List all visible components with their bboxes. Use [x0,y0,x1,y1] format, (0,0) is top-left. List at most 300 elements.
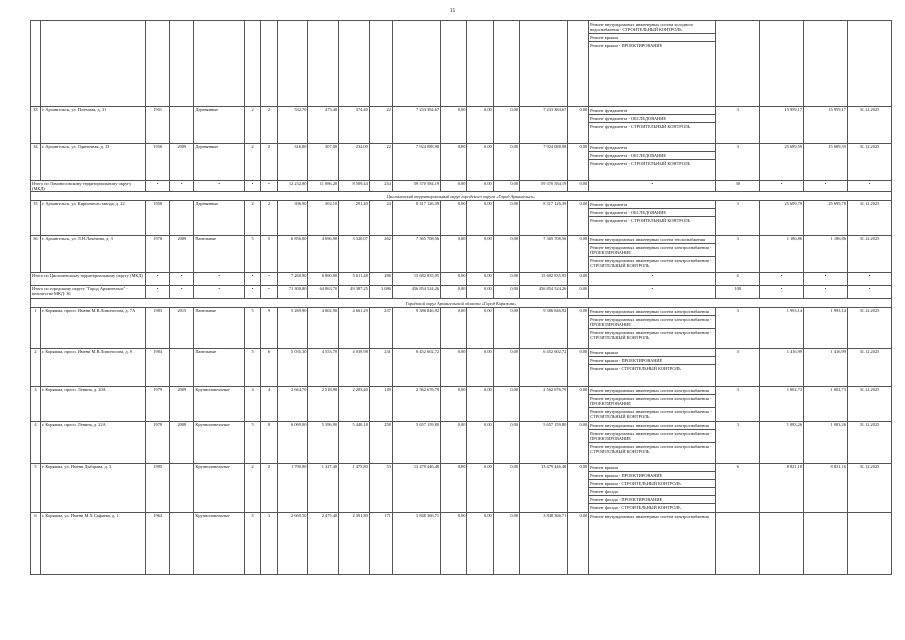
completion-date: 31.12.2025 [847,107,891,144]
works-list [589,512,716,574]
other-funds-value: 0,00 [568,181,589,192]
area-value: 475,40 [308,107,339,144]
other-funds-value: 0,00 [568,512,589,574]
area-value: 532,70 [277,107,308,144]
work-type: Ремонт фундамента - ОБСЛЕДОВАНИЕ [589,151,715,159]
cost-value: 7 924 088,98 [392,144,440,181]
address: г. Коряжма, просп. Ленина, д. 22А [40,422,145,464]
empty-cell [31,21,41,107]
owner-funds-value: 7 233 384,67 [520,107,568,144]
table-row [31,308,892,349]
area-value: 5 440,18 [339,422,370,464]
completion-date [847,512,891,574]
residents-value: 262 [369,236,392,273]
address: г. Архангельск, ул. Почтовая, д. 31 [40,107,145,144]
table-row [31,349,892,387]
empty-cell [308,21,339,107]
bullet-cell: • [146,273,170,286]
completion-date: 31.12.2025 [847,201,891,236]
cost-value: 9 386 846,92 [392,308,440,349]
work-count: 3 [716,201,760,236]
bullet-cell: • [194,286,244,299]
fund-value: 0,00 [441,422,467,464]
other-funds-value: 0,00 [568,387,589,422]
entrances: 2 [261,107,277,144]
year-built: 1984 [146,349,170,387]
wall-material: Деревянные [194,107,244,144]
total-row [31,286,892,299]
area-value: 291,40 [339,201,370,236]
area-value: 1 327,40 [308,464,339,512]
area-value: 4 696,90 [308,236,339,273]
works-list [589,349,716,387]
entrances: 2 [261,464,277,512]
residents-value: 22 [369,107,392,144]
area-value: 5 396,90 [308,422,339,464]
fund-value: 0,00 [441,273,467,286]
area-value: 6 069,00 [277,422,308,464]
cost-limit: 25 699,78 [804,201,848,236]
year-renovated: 2009 [170,144,194,181]
work-type: Ремонт крыши - ПРОЕКТИРОВАНИЕ [589,41,715,49]
area-value: 5 035,30 [277,349,308,387]
work-count: 30 [716,181,760,192]
area-value: 2 301,80 [339,512,370,574]
entrances: 2 [261,201,277,236]
cost-value: 13 479 446,48 [392,464,440,512]
cost-limit: 15 689,59 [804,144,848,181]
empty-cell [493,21,519,107]
work-count: 3 [716,236,760,273]
area-value: 5 611,48 [339,273,370,286]
fund-value: 0,00 [493,349,519,387]
other-funds-value: 0,00 [568,144,589,181]
work-count: 3 [716,387,760,422]
bullet-cell: • [244,286,260,299]
row-number: 1 [31,308,41,349]
fund-value: 0,00 [467,422,493,464]
fund-value: 0,00 [441,286,467,299]
bullet-cell: • [146,181,170,192]
area-value: 316,80 [277,144,308,181]
bullet-cell: • [261,181,277,192]
completion-date: 31.12.2025 [847,144,891,181]
fund-value: 0,00 [467,107,493,144]
wall-material: Крупнопанельные [194,464,244,512]
address: г. Архангельск, ул. Кирпичного завода, д. 22 [40,201,145,236]
work-count [716,512,760,574]
works-list [589,107,716,144]
completion-date: 31.12.2025 [847,349,891,387]
unit-cost: 1 002,73 [760,387,804,422]
bullet-cell: • [589,273,716,286]
fund-value: 0,00 [441,144,467,181]
unit-cost: 25 699,79 [760,201,804,236]
owner-funds-value: 6 452 602,72 [520,349,568,387]
table-row [31,464,892,512]
year-renovated [170,464,194,512]
completion-date: 31.12.2025 [847,387,891,422]
fund-value: 0,00 [441,349,467,387]
empty-cell [261,21,277,107]
work-type: Ремонт внутридомовых инженерных систем электроснабжения - СТРОИТЕЛЬНЫЙ КОНТРОЛЬ [589,407,715,420]
row-number: 34 [31,144,41,181]
residents-value: 171 [369,512,392,574]
work-type: Ремонт внутридомовых инженерных систем электроснабжения [590,388,709,394]
work-type: Ремонт внутридомовых инженерных систем электроснабжения - ПРОЕКТИРОВАНИЕ [589,394,715,407]
work-count: 3 [716,107,760,144]
empty-cell [170,21,194,107]
work-type: Ремонт фундамента - ОБСЛЕДОВАНИЕ [589,114,715,122]
empty-cell [392,21,440,107]
bullet-cell: • [170,273,194,286]
fund-value: 0,00 [467,512,493,574]
empty-cell [760,21,804,107]
bullet-cell: • [760,286,804,299]
cost-limit: 1 083,26 [804,422,848,464]
wall-material: Панельные [194,236,244,273]
works-list [589,308,716,349]
owner-funds-value: 8 317 126,39 [520,201,568,236]
row-number: 4 [31,422,41,464]
owner-funds-value: 13 479 446,48 [520,464,568,512]
owner-funds-value: 7 365 708,56 [520,236,568,273]
total-row [31,273,892,286]
work-count: 3 [716,308,760,349]
owner-funds-value: 2 562 676,79 [520,387,568,422]
residents-value: 286 [369,273,392,286]
works-list [589,422,716,464]
fund-value: 0,00 [467,201,493,236]
work-type: Ремонт внутридомовых инженерных систем электроснабжения [590,513,709,519]
unit-cost: 1 186,86 [760,236,804,273]
fund-value: 0,00 [467,308,493,349]
area-value: 6 860,00 [308,273,339,286]
bullet-cell: • [804,273,848,286]
work-type: Ремонт внутридомовых инженерных систем электроснабжения - ПРОЕКТИРОВАНИЕ [589,429,715,442]
cost-limit: 1 416,99 [804,349,848,387]
area-value: 302,10 [308,201,339,236]
entrances: 3 [261,512,277,574]
floors: 5 [244,236,260,273]
bullet-cell: • [261,286,277,299]
address: г. Коряжма, ул. Имени М.Х.Сафиева, д. 1 [40,512,145,574]
work-type: Ремонт фундамента - СТРОИТЕЛЬНЫЙ КОНТРОЛЬ [589,159,715,167]
address: г. Коряжма, ул. Имени Дыбцына, д. 3 [40,464,145,512]
residents-value: 149 [369,387,392,422]
cost-limit: 8 821,16 [804,464,848,512]
other-funds-value: 0,00 [568,201,589,236]
fund-value: 0,00 [493,144,519,181]
fund-value: 0,00 [441,181,467,192]
floors: 5 [244,512,260,574]
table-row [31,144,892,181]
floors: 2 [244,201,260,236]
area-value: 11 086,20 [308,181,339,192]
cost-value: 5 657 159,80 [392,422,440,464]
total-label: Итого по Цигломенскому территориальному округу (МКД) [31,273,146,286]
row-number: 36 [31,236,41,273]
works-list [589,236,716,273]
entrances: 4 [261,387,277,422]
area-value: 8 509,44 [339,181,370,192]
fund-value: 0,00 [493,286,519,299]
fund-value: 0,00 [493,107,519,144]
area-value: 374,40 [339,107,370,144]
cost-limit: 1 993,14 [804,308,848,349]
bullet-cell: • [804,181,848,192]
area-value: 49 387,25 [339,286,370,299]
unit-cost: 25 689,59 [760,144,804,181]
residents-value: 231 [369,349,392,387]
floors: 2 [244,107,260,144]
work-count: 6 [716,464,760,512]
total-label: Итого по Ломоносовскому территориальному округу (МКД) [31,181,146,192]
other-funds-value: 0,00 [568,308,589,349]
fund-value: 0,00 [493,201,519,236]
year-renovated: 2015 [170,308,194,349]
row-number: 3 [31,387,41,422]
fund-value: 0,00 [441,387,467,422]
cost-value: 3 848 366,71 [392,512,440,574]
floors: 4 [244,387,260,422]
unit-cost: 1 083,26 [760,422,804,464]
area-value: 64 863,70 [308,286,339,299]
empty-cell [277,21,308,107]
bullet-cell: • [170,181,194,192]
year-renovated: 2009 [170,236,194,273]
bullet-cell: • [760,273,804,286]
total-label: Итого по городскому округу "Город Архангельск" - количество МКД: 36 [31,286,146,299]
area-value: 4 661,29 [339,308,370,349]
bullet-cell: • [261,273,277,286]
empty-cell [369,21,392,107]
work-type: Ремонт фасада - ПРОЕКТИРОВАНИЕ [589,495,715,503]
address: г. Коряжма, просп. Имени М.В.Ломоносова, д. 9 [40,349,145,387]
year-built: 1958 [146,201,170,236]
work-type: Ремонт внутридомовых инженерных систем электроснабжения - ПРОЕКТИРОВАНИЕ [589,243,715,256]
wall-material: Крупнопанельные [194,422,244,464]
area-value: 307,00 [308,144,339,181]
year-built: 1995 [146,464,170,512]
entrances: 6 [261,349,277,387]
bullet-cell: • [589,286,716,299]
floors: 5 [244,422,260,464]
wall-material: Деревянные [194,144,244,181]
unit-cost: 1 993,14 [760,308,804,349]
unit-cost: 15 959,17 [760,107,804,144]
empty-cell [441,21,467,107]
area-value: 2 664,70 [277,387,308,422]
cost-value: 2 562 676,79 [392,387,440,422]
unit-cost [760,512,804,574]
fund-value: 0,00 [441,107,467,144]
area-value: 4 802,90 [308,308,339,349]
empty-cell [244,21,260,107]
empty-cell [847,21,891,107]
area-value: 3 320,07 [339,236,370,273]
residents-value: 24 [369,201,392,236]
empty-cell [146,21,170,107]
other-funds-value: 0,00 [568,273,589,286]
wall-material: Панельные [194,308,244,349]
work-count: 108 [716,286,760,299]
fund-value: 0,00 [493,512,519,574]
entrances: 2 [261,144,277,181]
work-type: Ремонт фасада [589,487,715,495]
area-value: 71 300,80 [277,286,308,299]
works-list [589,144,716,181]
works-list [589,387,716,422]
residents-value: 53 [369,464,392,512]
unit-cost: 1 416,99 [760,349,804,387]
residents-value: 258 [369,422,392,464]
fund-value: 0,00 [467,387,493,422]
table-row [31,236,892,273]
area-value: 2 475,40 [308,512,339,574]
fund-value: 0,00 [467,236,493,273]
work-type: Ремонт внутридомовых инженерных систем электроснабжения - СТРОИТЕЛЬНЫЙ КОНТРОЛЬ [589,328,715,341]
other-funds-value: 0,00 [568,286,589,299]
work-type: Ремонт крыши - СТРОИТЕЛЬНЫЙ КОНТРОЛЬ [589,479,715,487]
year-renovated [170,349,194,387]
area-value: 1 790,80 [277,464,308,512]
row-number: 35 [31,201,41,236]
fund-value: 0,00 [493,181,519,192]
fund-value: 0,00 [493,387,519,422]
page-number: 11 [449,8,456,14]
row-number: 6 [31,512,41,574]
work-type: Ремонт фасада - СТРОИТЕЛЬНЫЙ КОНТРОЛЬ [589,503,715,511]
fund-value: 0,00 [441,236,467,273]
work-type: Ремонт фундамента [590,108,628,113]
completion-date: 31.12.2025 [847,308,891,349]
other-funds-value: 0,00 [568,107,589,144]
fund-value: 0,00 [493,464,519,512]
bullet-cell: • [146,286,170,299]
cost-value: 15 682 835,95 [392,273,440,286]
cost-value: 456 854 524,26 [392,286,440,299]
work-type: Ремонт крыши - ПРОЕКТИРОВАНИЕ [589,356,715,364]
floors: 5 [244,308,260,349]
bullet-cell: • [847,286,891,299]
year-built: 1978 [146,422,170,464]
bullet-cell: • [847,273,891,286]
residents-value: 237 [369,308,392,349]
fund-value: 0,00 [467,464,493,512]
work-type: Ремонт внутридомовых инженерных систем электроснабжения [590,423,709,429]
area-value: 232,00 [339,144,370,181]
bullet-cell: • [804,286,848,299]
table-row [31,107,892,144]
fund-value: 0,00 [441,512,467,574]
fund-value: 0,00 [493,308,519,349]
bullet-cell: • [194,181,244,192]
unit-cost: 8 821,18 [760,464,804,512]
other-funds-value: 0,00 [568,422,589,464]
fund-value: 0,00 [467,286,493,299]
wall-material: Крупнопанельные [194,512,244,574]
area-value: 396,90 [277,201,308,236]
work-type: Ремонт внутридомовых инженерных систем электроснабжения [590,309,709,315]
year-renovated: 2009 [170,387,194,422]
address: г. Коряжма, просп. Имени М.В.Ломоносова, д. 7А [40,308,145,349]
fund-value: 0,00 [493,236,519,273]
bullet-cell: • [244,181,260,192]
fund-value: 0,00 [441,464,467,512]
work-type: Ремонт внутридомовых инженерных систем электроснабжения - СТРОИТЕЛЬНЫЙ КОНТРОЛЬ [589,442,715,455]
residents-value: 3 086 [369,286,392,299]
area-value: 5 269,90 [277,308,308,349]
work-type: Ремонт фундамента [590,145,628,150]
works-list [589,21,716,107]
bullet-cell: • [170,286,194,299]
area-value: 4 553,70 [308,349,339,387]
owner-funds-value: 9 386 846,92 [520,308,568,349]
empty-cell [716,21,760,107]
empty-cell [467,21,493,107]
wall-material: Крупнопанельные [194,387,244,422]
fund-value: 0,00 [467,144,493,181]
section-title: Городской округ Архангельской области «Город Коряжма» [31,299,892,308]
other-funds-value: 0,00 [568,349,589,387]
section-header-row [31,299,892,308]
work-type: Ремонт фундамента [590,202,628,208]
work-type: Ремонт внутридомовых инженерных систем холодного водоснабжения - СТРОИТЕЛЬНЫЙ КОНТРОЛЬ [590,22,694,33]
section-title: Цигломенский территориальный округ городского округа «Город Архангельск» [31,192,892,201]
fund-value: 0,00 [441,308,467,349]
fund-value: 0,00 [467,181,493,192]
work-type: Ремонт крыши [590,350,618,356]
completion-date: 31.12.2025 [847,464,891,512]
bullet-cell: • [589,181,716,192]
year-renovated: 2008 [170,422,194,464]
address: г. Коряжма, просп. Ленина, д. 20А [40,387,145,422]
address: г. Архангельск, ул. Л.Н.Лочехина, д. 3 [40,236,145,273]
empty-cell [804,21,848,107]
works-list [589,201,716,236]
year-renovated [170,107,194,144]
area-value: 6 856,00 [277,236,308,273]
bullet-cell: • [760,181,804,192]
work-type: Ремонт крыши [590,465,618,471]
area-value: 4 039,98 [339,349,370,387]
work-type: Ремонт внутридомовых инженерных систем теплоснабжения [590,237,705,243]
repair-program-table [30,20,892,575]
table-row [31,21,892,107]
address: г. Архангельск, ул. Одиночная, д. 13 [40,144,145,181]
floors: 5 [244,349,260,387]
owner-funds-value: 3 848 366,71 [520,512,568,574]
floors: 2 [244,464,260,512]
owner-funds-value: 5 657 159,80 [520,422,568,464]
year-built: 1983 [146,308,170,349]
row-number: 2 [31,349,41,387]
completion-date: 31.12.2025 [847,422,891,464]
work-type: Ремонт фундамента - СТРОИТЕЛЬНЫЙ КОНТРОЛЬ [589,122,715,130]
total-row [31,181,892,192]
fund-value: 0,00 [467,273,493,286]
empty-cell [40,21,145,107]
cost-value: 7 233 384,67 [392,107,440,144]
area-value: 2 283,40 [339,387,370,422]
table-row [31,387,892,422]
cost-limit: 1 186,86 [804,236,848,273]
area-value: 1 475,80 [339,464,370,512]
empty-cell [339,21,370,107]
row-number: 33 [31,107,41,144]
empty-cell [194,21,244,107]
